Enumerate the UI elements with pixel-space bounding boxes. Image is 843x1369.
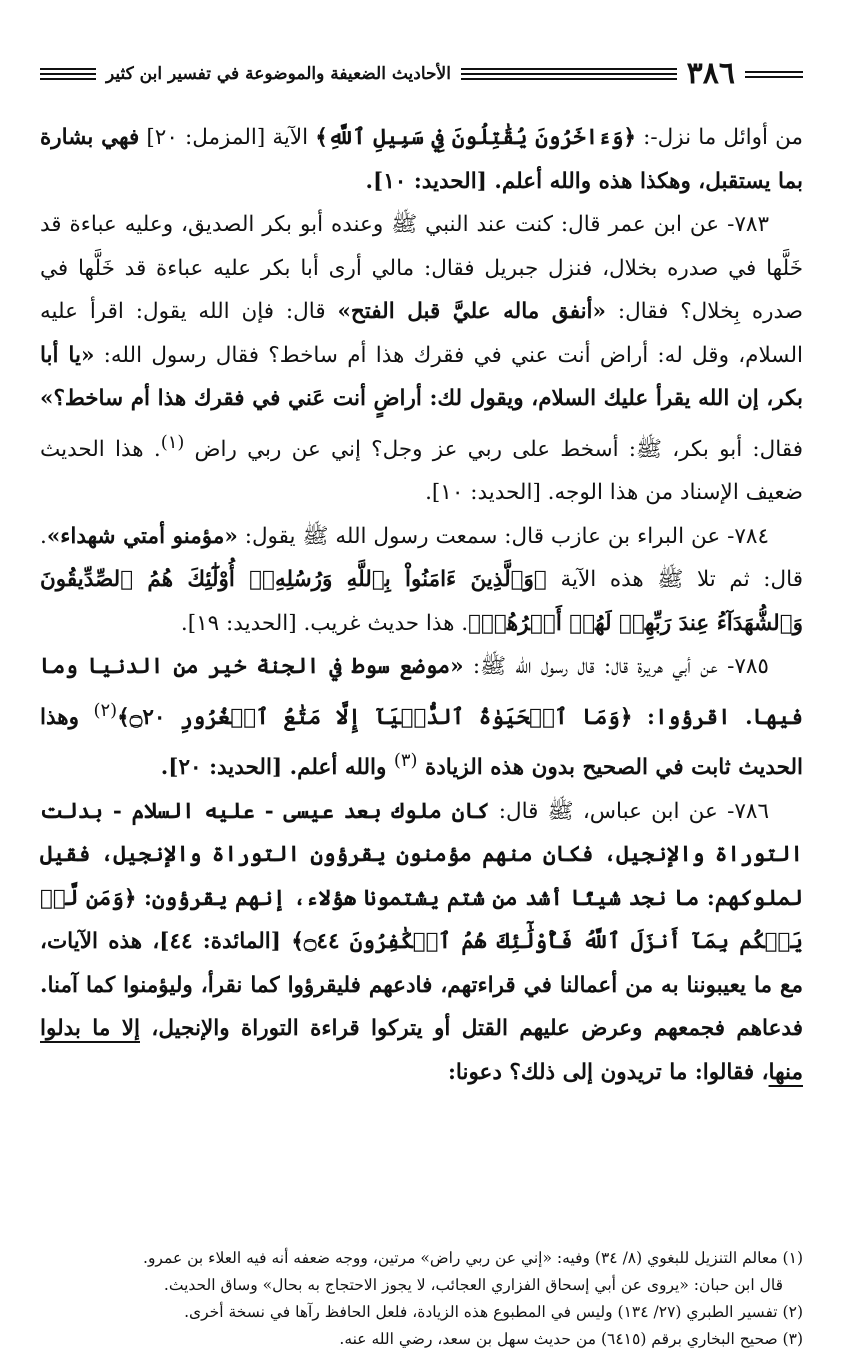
- paragraph-continuation: من أوائل ما نزل-: ﴿وَءَاخَرُونَ يُقَٰتِلُونَ فِي سَبِيلِ ٱللَّهِ﴾ الآية [المزمل: ٢٠] فهي بشارة بما يستقبل، وهكذا هذه والله أعلم. [الحديد: ١٠].: [40, 125, 804, 194]
- footnote-3: (٣) صحيح البخاري برقم (٦٤١٥) من حديث سهل بن سعد، رضي الله عنه.: [339, 1330, 803, 1348]
- footnote-1: (١) معالم التنزيل للبغوي (٨/ ٣٤) وفيه: «إني عن ربي راض» مرتين، ووجه ضعفه أنه فيه العلاء بن عمرو.: [143, 1249, 803, 1267]
- footnotes: [40, 1245, 803, 1353]
- header-rule-right: [745, 71, 803, 78]
- quran-verse: ﴿وَمَا ٱلۡحَيَوٰةُ ٱلدُّنۡيَآ إِلَّا مَتَٰعُ ٱلۡغُرُورِ ۝٢٠﴾: [117, 704, 633, 730]
- underlined-text: إلا ما بدلوا منها: [40, 1016, 803, 1085]
- hadith-quote: «يا أبا بكر، إن الله يقرأ عليك السلام، ويقول لك: أراضٍ أنت عَني في فقرك هذا أم ساخط؟»: [40, 342, 803, 411]
- hadith-quote: «موضع سوط في الجنة خير من الدنيا وما فيها. اقرؤوا:: [40, 654, 804, 730]
- quran-verse: ﴿وَمَن لَّمۡ يَحۡكُم بِمَآ أَنزَلَ ٱللَّهُ فَأُوْلَٰٓئِكَ هُمُ ٱلۡكَٰفِرُونَ ۝٤٤﴾: [40, 885, 803, 955]
- header-rule-left: [40, 68, 96, 80]
- running-title: الأحاديث الضعيفة والموضوعة في تفسير ابن كثير: [106, 64, 451, 84]
- page-number: ٣٨٦: [686, 56, 735, 91]
- footnote-ref: (٢): [93, 699, 118, 721]
- footnote-1-continued: قال ابن حبان: «يروى عن أبي إسحاق الفزاري العجائب، لا يجوز الاحتجاج به بحال» وساق الحديث.: [163, 1276, 783, 1294]
- main-text: [40, 116, 803, 1094]
- footnote-ref: (٣): [393, 750, 418, 772]
- hadith-785: ٧٨٥- عن أبي هريرة قال: قال رسول الله ﷺ: «موضع سوط في الجنة خير من الدنيا وما فيها. اقرؤوا: ﴿وَمَا ٱلۡحَيَوٰةُ ٱلدُّنۡيَآ إِلَّا مَتَٰعُ ٱلۡغُرُورِ ۝٢٠﴾$^{(٢)}$ وهذا الحديث ثابت في الصحيح بدون هذه الزيادة $^{(٣)}$ والله أعلم. [الحديد: ٢٠].: [40, 654, 804, 781]
- hadith-quote: «أنفق ماله عليَّ قبل الفتح»: [337, 299, 606, 324]
- hadith-quote: «مؤمنو أمتي شهداء»: [46, 523, 238, 549]
- header-rule-middle: [461, 68, 677, 80]
- page-header: [40, 58, 803, 90]
- footnote-2: (٢) تفسير الطبري (٢٧/ ١٣٤) وليس في المطبوع هذه الزيادة، فلعل الحافظ رآها في نسخة أخرى.: [184, 1303, 803, 1321]
- hadith-783: ٧٨٣- عن ابن عمر قال: كنت عند النبي ﷺ وعنده أبو بكر الصديق، وعليه عباءة قد خَلَّها في صدره بخلال، فنزل جبريل فقال: مالي أرى أبا بكر عليه عباءة قد خَلَّها في صدره بِخلال؟ فقال: «أنفق ماله عليَّ قبل الفتح» قال: فإن الله يقول: اقرأ عليه السلام، وقل له: أراض أنت عني في فقرك هذا أم ساخط؟ فقال رسول الله: «يا أبا بكر، إن الله يقرأ عليك السلام، ويقول لك: أراضٍ أنت عَني في فقرك هذا أم ساخط؟» فقال: أبو بكر، ﷺ: أسخط على ربي عز وجل؟ إني عن ربي راض $^{(١)}$. هذا الحديث ضعيف الإسناد من هذا الوجه. [الحديد: ١٠].: [40, 212, 804, 506]
- quran-verse: ﴿وَءَاخَرُونَ يُقَٰتِلُونَ فِي سَبِيلِ ٱللَّهِ﴾: [315, 125, 637, 150]
- hadith-784: ٧٨٤- عن البراء بن عازب قال: سمعت رسول الله ﷺ يقول: «مؤمنو أمتي شهداء». قال: ثم تلا ﷺ هذه الآية ﴿وَٱلَّذِينَ ءَامَنُواْ بِٱللَّهِ وَرُسُلِهِۦٓ أُوْلَٰٓئِكَ هُمُ ٱلصِّدِّيقُونَ وَٱلشُّهَدَآءُ عِندَ رَبِّهِمۡ لَهُمۡ أَجۡرُهُمۡ﴾. هذا حديث غريب. [الحديد: ١٩].: [40, 523, 803, 636]
- footnote-ref: (١): [160, 431, 185, 453]
- hadith-786: ٧٨٦- عن ابن عباس، ﷺ قال: كان ملوك بعد عيسى - عليه السلام - بدلت التوراة والإنجيل، فكان منهم مؤمنون يقرؤون التوراة والإنجيل، فقيل لملوكهم: ما نجد شيئًا أشد من شتم يشتمونا هؤلاء، إنهم يقرؤون: ﴿وَمَن لَّمۡ يَحۡكُم بِمَآ أَنزَلَ ٱللَّهُ فَأُوْلَٰٓئِكَ هُمُ ٱلۡكَٰفِرُونَ ۝٤٤﴾ [المائدة: ٤٤]، هذه الآيات، مع ما يعيبوننا به من أعمالنا في قراءتهم، فادعهم فليقرؤوا كما نقرأ، وليؤمنوا كما آمنا. فدعاهم فجمعهم وعرض عليهم القتل أو يتركوا قراءة التوراة والإنجيل، إلا ما بدلوا منها، فقالوا: ما تريدون إلى ذلك؟ دعونا:: [40, 798, 804, 1085]
- quran-verse: ﴿وَٱلَّذِينَ ءَامَنُواْ بِٱللَّهِ وَرُسُلِهِۦٓ أُوْلَٰٓئِكَ هُمُ ٱلصِّدِّيقُونَ وَٱلشُّهَدَآءُ عِندَ رَبِّهِمۡ لَهُمۡ أَجۡرُهُمۡ﴾: [40, 567, 803, 636]
